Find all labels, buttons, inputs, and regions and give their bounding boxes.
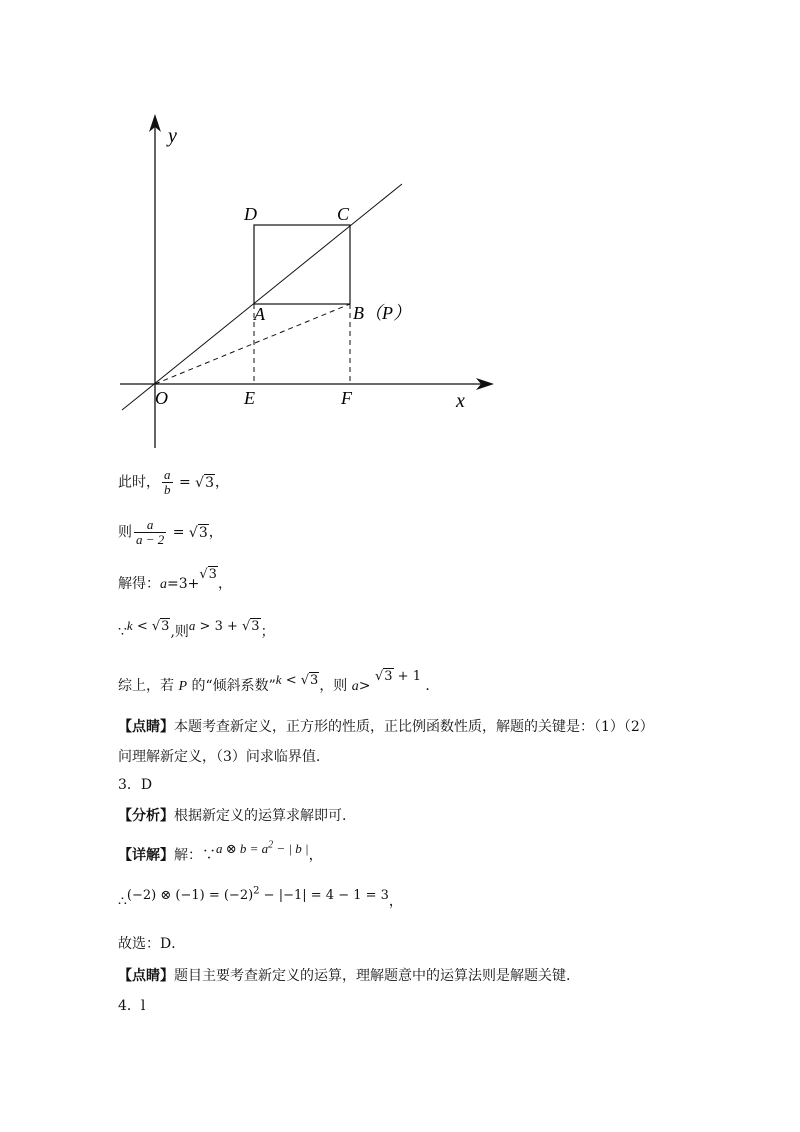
superscript: 2 [253,886,260,897]
text: 本题考查新定义，正方形的性质，正比例函数性质，解题的关键是：（1）（2） [174,719,654,735]
radicand: 3 [205,474,214,491]
numerator: a [134,518,166,533]
condition [276,673,320,688]
line-choice [118,934,185,954]
var-k: k [275,672,282,687]
condition [127,619,171,634]
sqrt-expression: √3 [188,524,208,541]
text: 解得： [118,576,160,592]
punct: ． [420,678,440,694]
line-because-k [118,618,275,643]
because-symbol: ∵ [118,624,127,640]
line-ratio-a-b [118,468,229,497]
text: 解： [174,847,202,864]
numerator: a [164,467,171,482]
sqrt-expression: √3 [374,669,393,684]
punct: ， [208,524,223,541]
section-tag: 【详解】 [118,847,174,864]
punct: ， [214,474,229,491]
label-a: A [254,304,265,324]
greater-than: > [358,678,375,694]
label-y: y [168,125,177,147]
section-tag: 【点睛】 [118,719,174,735]
line-answer-4 [118,996,145,1016]
text: 的“倾斜系数” [187,678,276,694]
equals: = [174,474,196,491]
line-analysis [118,806,346,826]
line-comment-1 [118,717,654,737]
line-oc [122,184,402,410]
label-b-p: B（P） [353,303,411,323]
line-solution [118,567,232,595]
radicand: 3 [208,567,217,582]
text: 综上，若 [118,678,179,694]
label-e: E [244,388,255,408]
sqrt-expression: √3 [199,567,217,582]
var-a: a [351,679,359,694]
text: 根据新定义的运算求解即可. [174,808,347,824]
sqrt-expression: √3 [195,474,214,491]
label-o: O [155,388,168,408]
text: 故选：D． [118,936,186,952]
formula [127,888,389,903]
formula [216,841,309,856]
section-tag: 【分析】 [118,808,174,824]
line-answer-3 [118,775,152,795]
less-than: < [132,619,152,634]
var-a: a [188,618,196,633]
formula-part: (−2) ⊗ (−1) = (−2) [126,888,254,904]
text: 3．D [118,777,153,793]
formula-part: a ⊗ b = a [216,841,269,857]
because-symbol: ∵ [202,847,216,864]
superscript: 2 [268,840,274,851]
label-f: F [341,388,352,408]
text: 此时， [118,474,160,491]
formula-part: − | b | [273,841,309,857]
text: 题目主要考查新定义的运算，理解题意中的运算法则是解题关键. [174,968,571,984]
var-p: P [178,679,188,694]
line-comment-2 [118,747,320,767]
section-tag: 【点睛】 [118,968,174,984]
sqrt-expression: √3 [151,619,170,634]
line-detail [118,842,323,865]
text: 则 [118,524,132,541]
var-k: k [126,618,133,633]
denominator: a − 2 [136,532,165,547]
equals: =3+ [167,576,200,592]
sqrt-expression: √3 [300,673,319,688]
radicand: 3 [310,673,319,688]
punct: ， [388,893,403,910]
formula-part: − |−1| = 4 − 1 = 3 [259,888,389,904]
line-conclusion [118,669,440,697]
text: 问理解新定义，（3）问求临界值. [118,749,321,765]
fraction [162,468,173,497]
greater-than: > 3 + [195,619,242,634]
denominator: b [164,482,171,497]
sqrt-expression: √3 [242,619,260,634]
text: ，则 [319,678,352,694]
radicand: 3 [251,619,260,634]
coordinate-figure [110,108,510,453]
result [189,619,261,634]
radicand: 3 [384,669,393,684]
line-ratio-a-a-minus-2 [118,518,223,547]
punct: ； [260,624,275,640]
label-x: x [456,390,465,412]
therefore-symbol: ∴ [118,893,127,910]
less-than: < [281,673,301,688]
text: ,则 [170,624,189,640]
label-d: D [244,204,257,224]
punct: ， [308,847,323,864]
line-comment-3 [118,966,570,986]
text: 4．l [118,998,146,1014]
label-c: C [337,204,350,224]
fraction [134,518,166,547]
plus-one: + 1 [393,669,421,684]
line-therefore [118,888,403,912]
punct: ， [217,576,232,592]
equals: = [168,524,189,541]
radicand: 3 [161,619,170,634]
line-ob-dashed [155,304,350,384]
result [375,669,421,684]
var-a: a [160,577,167,592]
radicand: 3 [198,524,208,541]
